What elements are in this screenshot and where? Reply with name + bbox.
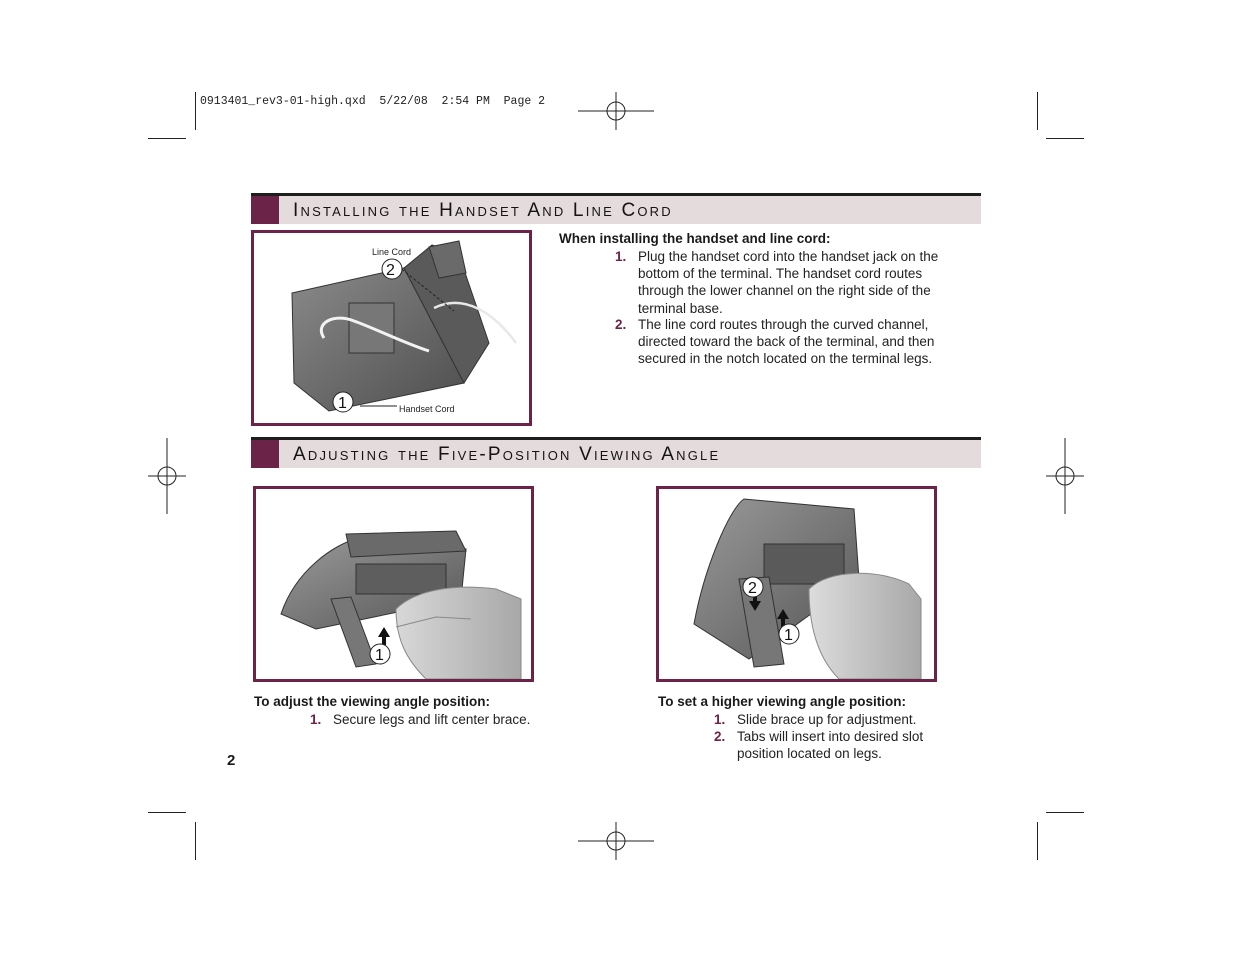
section-accent-square — [251, 196, 279, 224]
section-title: Adjusting the Five-Position Viewing Angle — [293, 444, 721, 465]
page-number: 2 — [227, 752, 236, 769]
label-line-cord: Line Cord — [372, 247, 412, 257]
callout-badge-2: 2 — [748, 580, 757, 597]
section-accent-square — [251, 440, 279, 468]
installing-intro: When installing the handset and line cord: — [559, 231, 831, 246]
adjust-intro: To adjust the viewing angle position: — [254, 694, 491, 709]
step-number: 2. — [615, 317, 627, 332]
step-line: The line cord routes through the curved channel, — [638, 317, 929, 332]
step-line: secured in the notch located on the terminal legs. — [638, 351, 933, 367]
step-line: Tabs will insert into desired slot — [737, 729, 924, 744]
step-line: Slide brace up for adjustment. — [737, 712, 917, 727]
section-title: Installing the Handset And Line Cord — [293, 200, 673, 221]
section-header-adjusting — [251, 437, 981, 468]
higher-angle-step-2 — [714, 728, 974, 764]
step-line: terminal base. — [638, 300, 723, 316]
slug-line: 0913401_rev3-01-high.qxd 5/22/08 2:54 PM Page 2 — [200, 95, 546, 108]
step-line: through the lower channel on the right side of the — [638, 283, 931, 299]
step-line: directed toward the back of the terminal, and then — [638, 334, 935, 350]
installing-step-2 — [615, 316, 975, 371]
callout-badge-2: 2 — [386, 262, 395, 279]
step-number: 1. — [714, 712, 726, 727]
callout-badge-1: 1 — [338, 395, 347, 412]
figure-handset-line-cord — [251, 230, 532, 426]
installing-step-1 — [615, 248, 975, 318]
step-line: bottom of the terminal. The handset cord routes — [638, 266, 923, 282]
step-line: position located on legs. — [737, 746, 882, 762]
step-number: 1. — [615, 249, 627, 264]
callout-badge-1: 1 — [784, 627, 793, 644]
step-number: 2. — [714, 729, 726, 744]
label-handset-cord: Handset Cord — [399, 404, 455, 414]
adjust-step-1 — [310, 711, 570, 731]
step-number: 1. — [310, 712, 322, 727]
step-line: Plug the handset cord into the handset jack on the — [638, 249, 939, 264]
section-header-installing — [251, 193, 981, 224]
higher-angle-intro: To set a higher viewing angle position: — [658, 694, 907, 709]
figure-adjust-viewing-angle — [253, 486, 534, 682]
figure-higher-viewing-angle — [656, 486, 937, 682]
callout-badge-1: 1 — [375, 647, 384, 664]
step-line: Secure legs and lift center brace. — [333, 712, 531, 727]
